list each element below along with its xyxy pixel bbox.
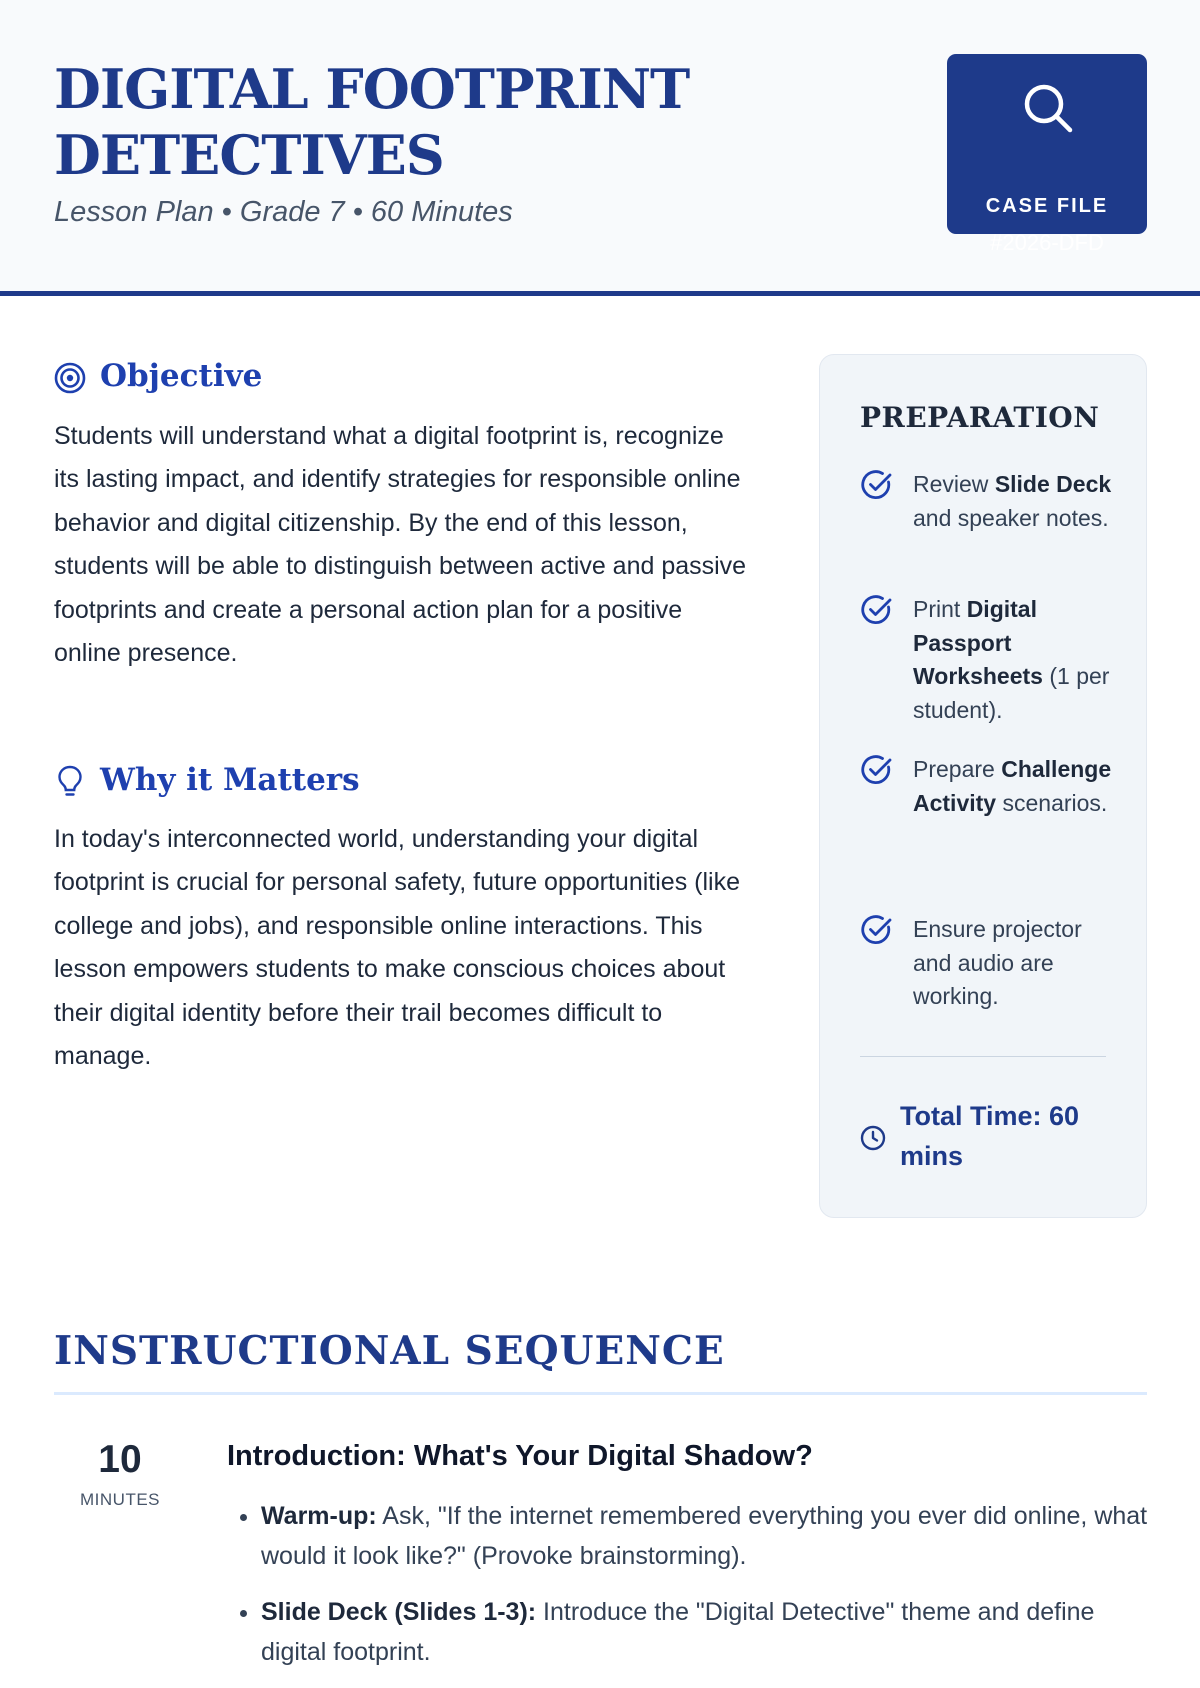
sequence-heading: INSTRUCTIONAL SEQUENCE [54, 1328, 725, 1374]
preparation-card [819, 354, 1147, 1218]
total-time: Total Time: 60 mins [900, 1101, 1080, 1171]
preparation-heading: PREPARATION [860, 401, 1100, 434]
sequence-divider [54, 1392, 1147, 1395]
objective-text: Students will understand what a digital footprint is, recognize its lasting impact, and identify strategies for responsible online behavior and digital citizenship. By the end of this lesson, students will be able to distinguish between active and passive footprints and create a personal action plan for a positive online presence. [54, 422, 747, 668]
target-icon [54, 362, 86, 394]
lightbulb-icon [56, 764, 84, 798]
check-circle-icon [860, 593, 894, 627]
check-circle-icon [860, 468, 894, 502]
check-circle-icon [860, 753, 894, 787]
step-bullet-list [227, 1496, 1161, 1688]
clock-icon [860, 1125, 886, 1151]
why-heading: Why it Matters [100, 762, 360, 798]
why-text: In today's interconnected world, understanding your digital footprint is crucial for personal safety, future opportunities (like college and jobs), and responsible online interactions. This lesson empowers students to make conscious choices about their digital identity before their trail becomes difficult to manage. [54, 825, 740, 1071]
prep-divider [860, 1056, 1106, 1057]
case-file-badge [947, 54, 1147, 255]
page-title [54, 56, 774, 188]
case-file-label: CASE FILE [985, 195, 1109, 217]
magnifier-icon [1022, 82, 1074, 134]
case-file-number: #2026-DFD [990, 230, 1104, 255]
page-header [0, 0, 1200, 296]
prep-item-text: Print Digital Passport Worksheets (1 per student). [913, 596, 1110, 723]
prep-item-text: Review Slide Deck and speaker notes. [913, 471, 1112, 531]
objective-heading: Objective [100, 358, 263, 394]
prep-item-text: Prepare Challenge Activity scenarios. [913, 756, 1112, 816]
step-minutes-label: MINUTES [80, 1490, 160, 1509]
check-circle-icon [860, 913, 894, 947]
title-line-2: DETECTIVES [54, 123, 444, 187]
title-line-1: DIGITAL FOOTPRINT [54, 57, 690, 121]
step-minutes: 10 [98, 1438, 142, 1481]
step-bullet: • Warm-up: Ask, "If the internet remembered everything you ever did online, what would it look like?" (Provoke brainstorming). [261, 1496, 1161, 1576]
prep-item-text: Ensure projector and audio are working. [913, 916, 1082, 1009]
page-subtitle: Lesson Plan • Grade 7 • 60 Minutes [54, 196, 513, 228]
step-title: Introduction: What's Your Digital Shadow? [227, 1440, 813, 1472]
step-bullet: • Slide Deck (Slides 1-3): Introduce the "Digital Detective" theme and define digital footprint. [261, 1592, 1161, 1672]
